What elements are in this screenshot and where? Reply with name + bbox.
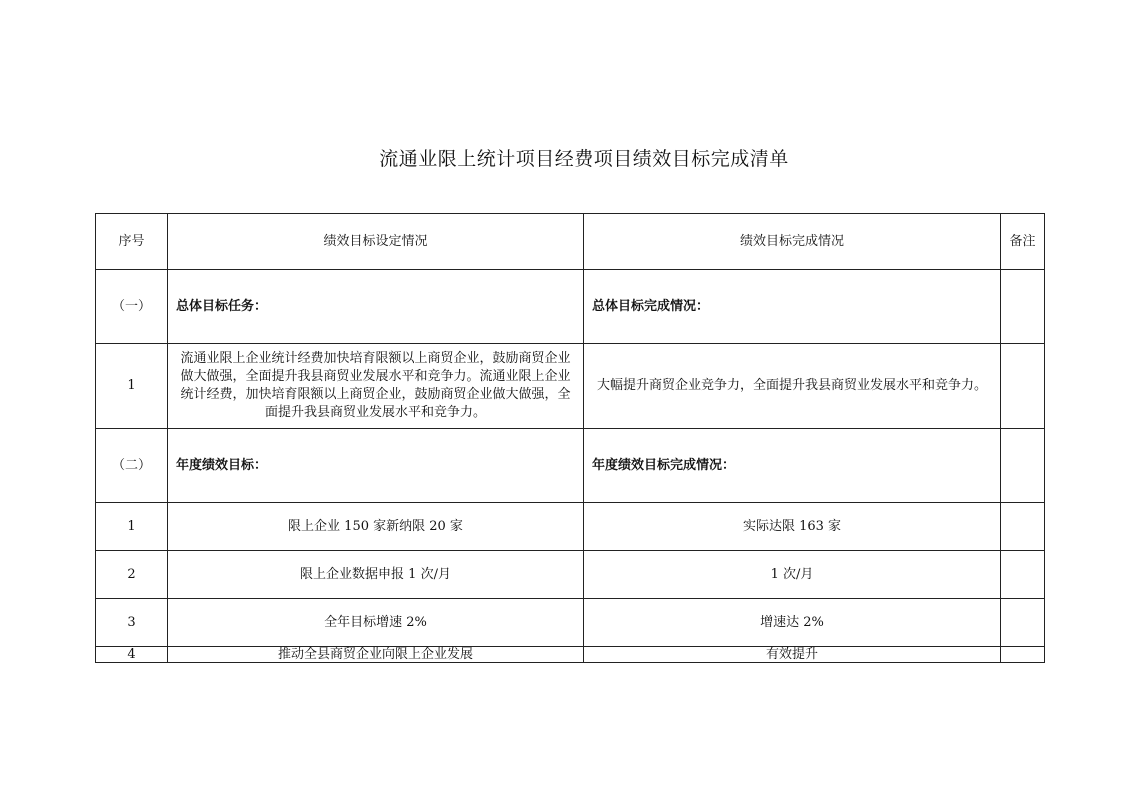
row-target: 限上企业数据申报 1 次/月 [168,551,584,599]
table-row [96,599,1045,647]
table-header-row [96,214,1045,270]
row-note [1001,429,1045,503]
table-row-section-1 [96,270,1045,344]
header-serial-number: 序号 [96,214,168,270]
row-serial: 2 [96,551,168,599]
row-target: 限上企业 150 家新纳限 20 家 [168,503,584,551]
row-target: 年度绩效目标： [168,429,584,503]
row-serial: 4 [96,647,168,663]
header-target-completion: 绩效目标完成情况 [584,214,1001,270]
row-target: 推动全县商贸企业向限上企业发展 [168,647,584,663]
row-result: 年度绩效目标完成情况： [584,429,1001,503]
row-serial: （二） [96,429,168,503]
performance-goals-table [95,213,1045,663]
row-result: 总体目标完成情况： [584,270,1001,344]
table-row-section-2 [96,429,1045,503]
row-note [1001,599,1045,647]
row-result: 1 次/月 [584,551,1001,599]
row-serial: 1 [96,503,168,551]
row-note [1001,503,1045,551]
row-note [1001,647,1045,663]
header-target-setting: 绩效目标设定情况 [168,214,584,270]
table-row [96,503,1045,551]
row-result: 大幅提升商贸企业竞争力，全面提升我县商贸业发展水平和竞争力。 [584,344,1001,429]
row-result: 有效提升 [584,647,1001,663]
row-note [1001,344,1045,429]
table-row [96,647,1045,663]
row-target: 全年目标增速 2% [168,599,584,647]
row-target: 流通业限上企业统计经费加快培育限额以上商贸企业，鼓励商贸企业做大做强，全面提升我县商贸业发展水平和竞争力。流通业限上企业统计经费，加快培育限额以上商贸企业，鼓励商贸企业做大做强，全面提升我县商贸业发展水平和竞争力。 [168,344,584,429]
row-note [1001,270,1045,344]
row-serial: （一） [96,270,168,344]
row-note [1001,551,1045,599]
header-remarks: 备注 [1001,214,1045,270]
table-row [96,344,1045,429]
document-title: 流通业限上统计项目经费项目绩效目标完成清单 [379,148,789,170]
row-target: 总体目标任务： [168,270,584,344]
row-serial: 1 [96,344,168,429]
row-serial: 3 [96,599,168,647]
row-result: 实际达限 163 家 [584,503,1001,551]
table-row [96,551,1045,599]
row-result: 增速达 2% [584,599,1001,647]
